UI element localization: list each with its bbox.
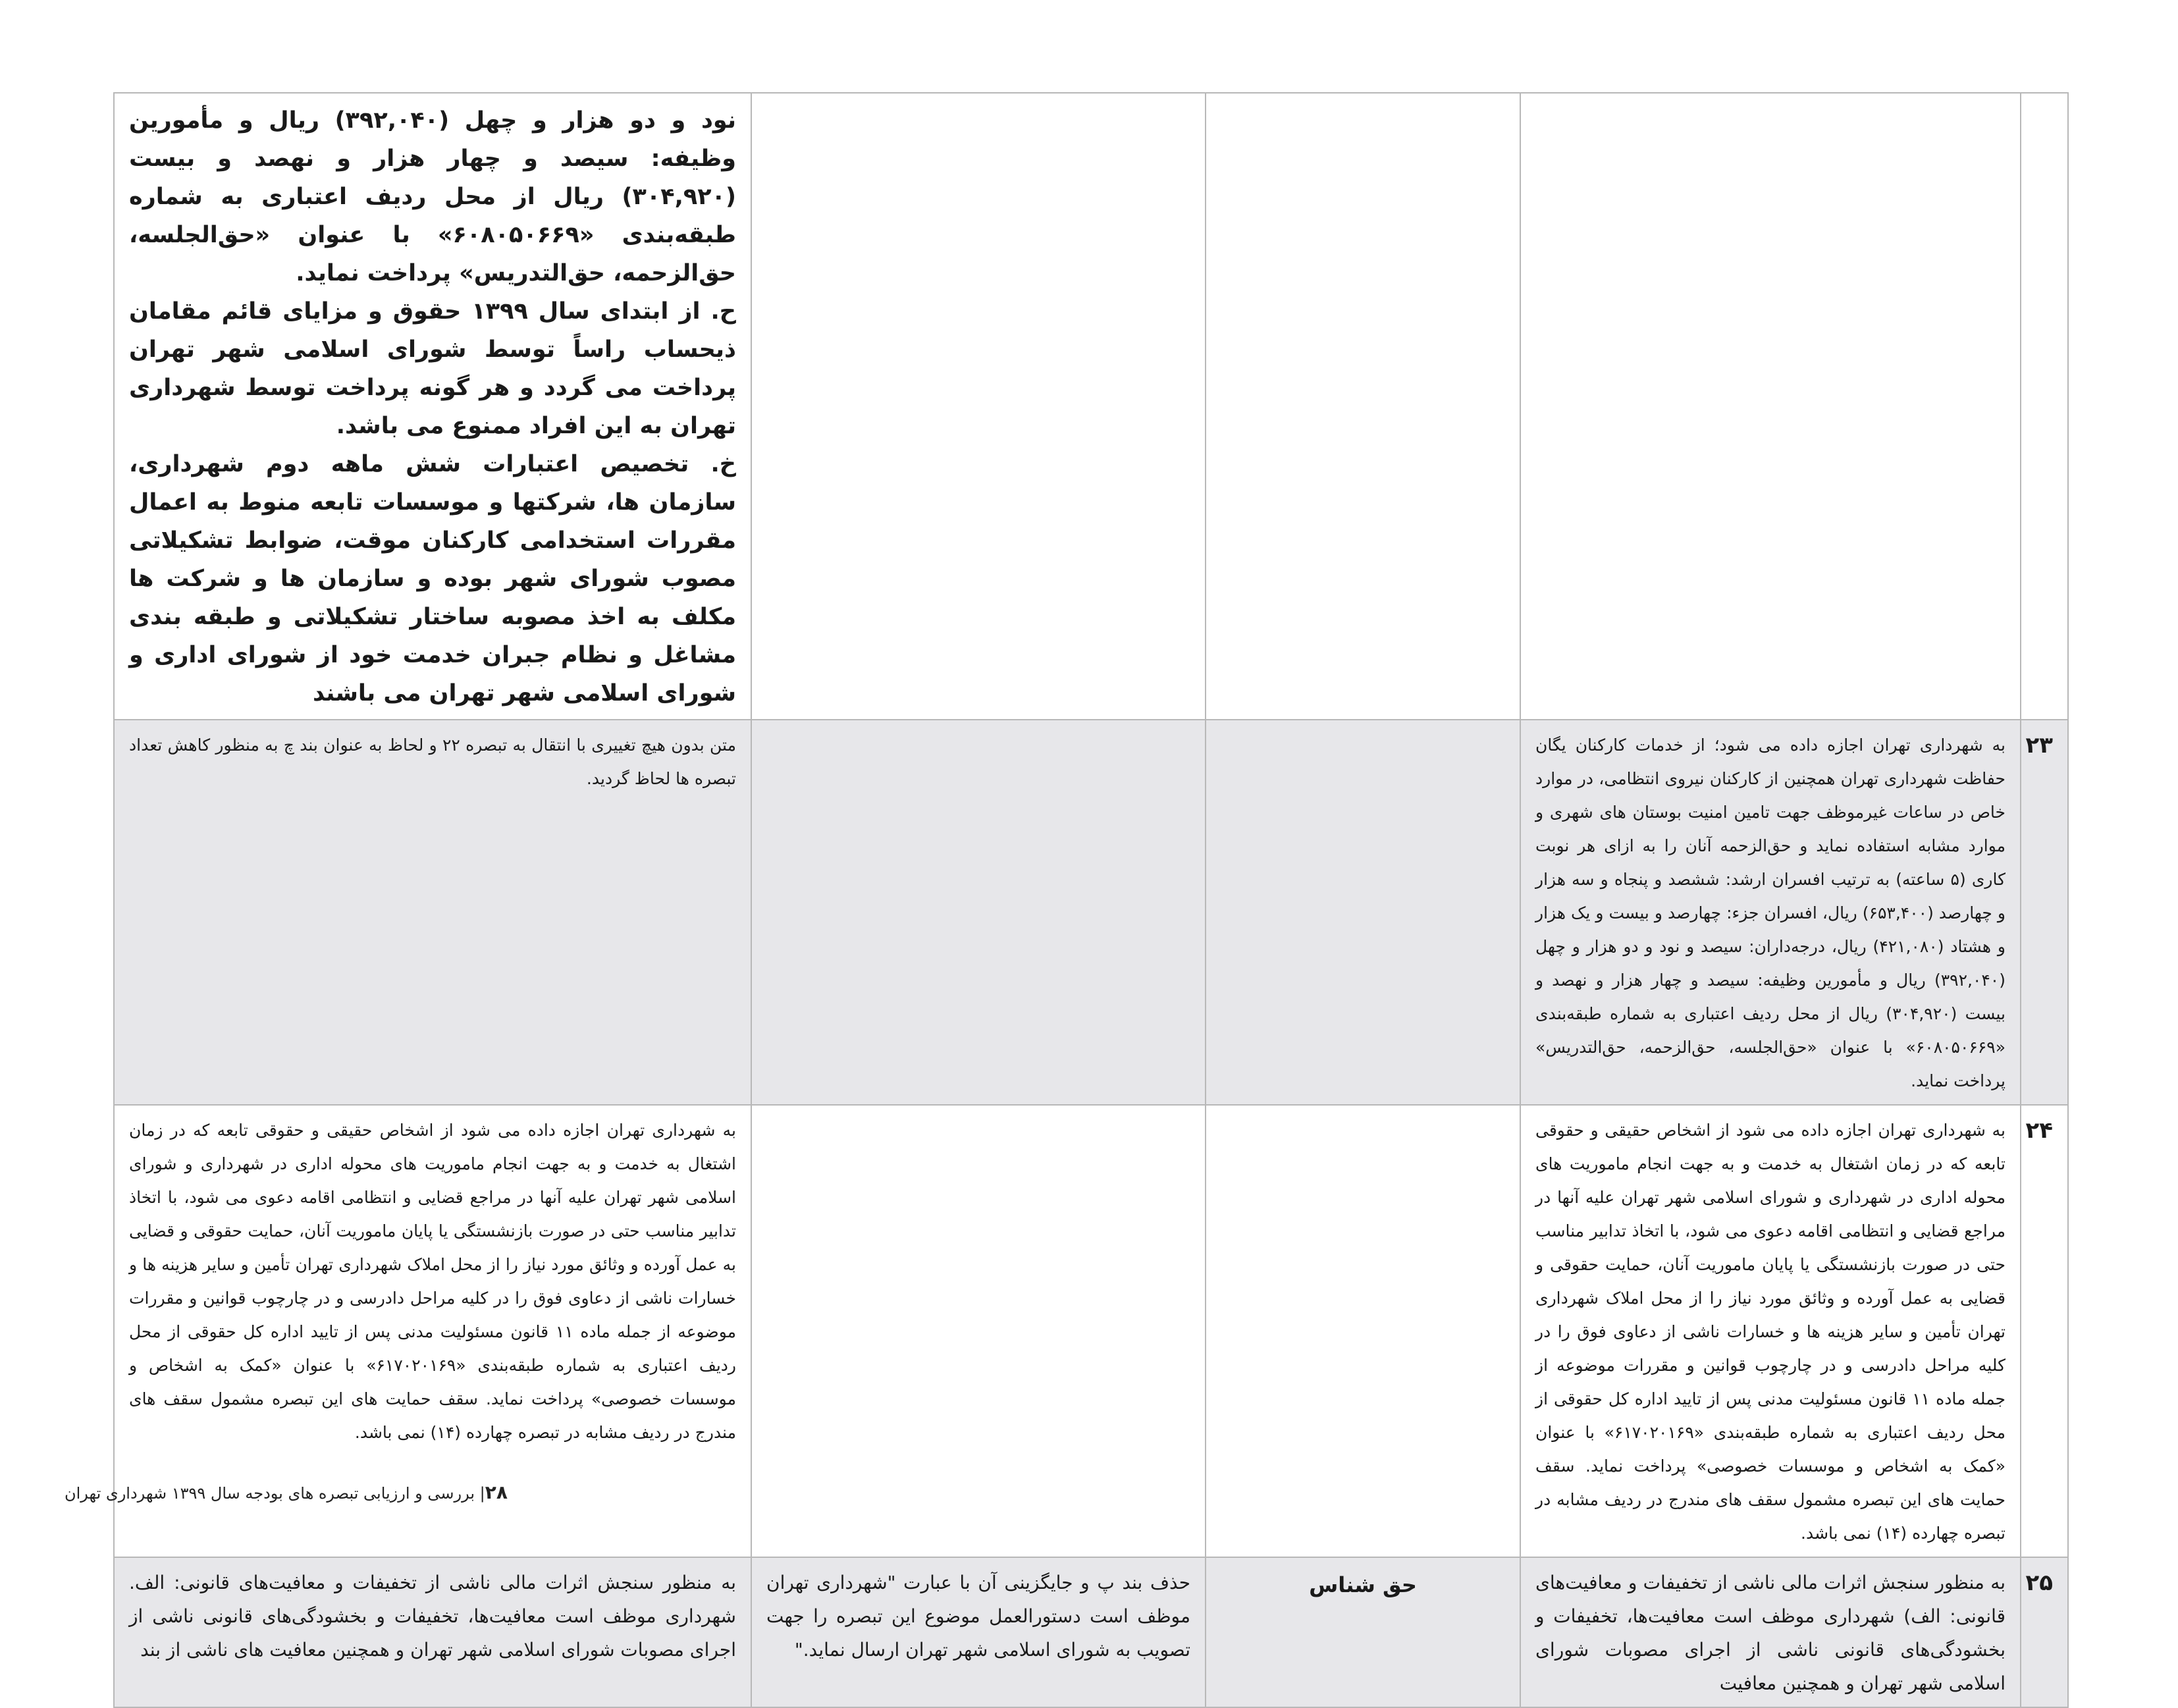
- remarks-cell: [114, 93, 751, 720]
- original-text-cell: به شهرداری تهران اجازه داده می شود از اشخاص حقیقی و حقوقی تابعه که در زمان اشتغال به خدمت و به جهت انجام ماموریت های محوله اداری در شهرداری و شورای اسلامی شهر تهران علیه آنها در مراجع قضایی و انتظامی اقامه دعوی می شود، با اتخاذ تدابیر مناسب حتی در صورت بازنشستگی یا پایان ماموریت آنان، حمایت حقوقی و قضایی به عمل آورده و وثائق مورد نیاز را از محل املاک شهرداری تهران تأمین و سایر هزینه ها و خسارات ناشی از دعاوی فوق را در کلیه مراحل دادرسی و در چارچوب قوانین و مقررات موضوعه از جمله ماده ۱۱ قانون مسئولیت مدنی پس از تایید اداره کل حقوقی از محل ردیف اعتباری به شماره طبقه‌بندی «۶۱۷۰۲۰۱۶۹» با عنوان «کمک به اشخاص و موسسات خصوصی» پرداخت نماید. سقف حمایت های این تبصره مشمول سقف های مندرج در ردیف مشابه در تبصره چهارده (۱۴) نمی باشد.: [1520, 1105, 2021, 1557]
- committee-cell: [1206, 720, 1520, 1105]
- row-number-cell: ۲۳: [2021, 720, 2068, 1105]
- footer-separator: |: [479, 1484, 485, 1503]
- table-row: [114, 93, 2068, 720]
- remarks-cell: متن بدون هیچ تغییری با انتقال به تبصره ۲۲ و لحاظ به عنوان بند چ به منظور کاهش تعداد تبصره ها لحاظ گردید.: [114, 720, 751, 1105]
- remarks-paragraph: خ. تخصیص اعتبارات شش ماهه دوم شهرداری، سازمان ها، شرکتها و موسسات تابعه منوط به اعمال مقررات استخدامی کارکنان موقت، ضوابط تشکیلاتی مصوب شورای شهر بوده و سازمان ها و شرکت ها مکلف به اخذ مصوبه ساختار تشکیلاتی و طبقه بندی مشاغل و نظام جبران خدمت خود از شورای اداری و شورای اسلامی شهر تهران می باشند: [129, 451, 736, 707]
- remarks-paragraph: نود و دو هزار و چهل (۳۹۲,۰۴۰) ریال و مأمورین وظیفه: سیصد و چهار هزار و نهصد و بیست (۳۰۴,۹۲۰) ریال از محل ردیف اعتباری به شماره طبقه‌بندی «۶۰۸۰۵۰۶۶۹» با عنوان «حق‌الجلسه، حق‌الزحمه، حق‌التدریس» پرداخت نماید.: [129, 107, 736, 286]
- table-row: [114, 1557, 2068, 1707]
- final-text-cell: [751, 720, 1206, 1105]
- footer-title: بررسی و ارزیابی تبصره های بودجه سال ۱۳۹۹ شهرداری تهران: [65, 1484, 475, 1503]
- remarks-cell: به منظور سنجش اثرات مالی ناشی از تخفیفات و معافیت‌های قانونی: الف. شهرداری موظف است معافیت‌ها، تخفیفات و بخشودگی‌های قانونی ناشی از اجرای مصوبات شورای اسلامی شهر تهران و همچنین معافیت های ناشی از بند: [114, 1557, 751, 1707]
- final-text-cell: [751, 93, 1206, 720]
- original-text-cell: به شهرداری تهران اجازه داده می شود؛ از خدمات کارکنان یگان حفاظت شهرداری تهران همچنین از کارکنان نیروی انتظامی، در موارد خاص در ساعات غیرموظف جهت تامین امنیت بوستان های شهری و موارد مشابه استفاده نماید و حق‌الزحمه آنان را به ازای هر نوبت کاری (۵ ساعته) به ترتیب افسران ارشد: ششصد و پنجاه و سه هزار و چهارصد (۶۵۳,۴۰۰) ریال، افسران جزء: چهارصد و بیست و یک هزار و هشتاد (۴۲۱,۰۸۰) ریال، درجه‌داران: سیصد و نود و دو هزار و چهل (۳۹۲,۰۴۰) ریال و مأمورین وظیفه: سیصد و چهار هزار و نهصد و بیست (۳۰۴,۹۲۰) ریال از محل ردیف اعتباری به شماره طبقه‌بندی «۶۰۸۰۵۰۶۶۹» با عنوان «حق‌الجلسه، حق‌الزحمه، حق‌التدریس» پرداخت نماید.: [1520, 720, 2021, 1105]
- original-text-cell: [1520, 93, 2021, 720]
- page-number: ۲۸: [485, 1481, 508, 1503]
- table-row: [114, 720, 2068, 1105]
- row-number-cell: ۲۵: [2021, 1557, 2068, 1707]
- remarks-paragraph: ح. از ابتدای سال ۱۳۹۹ حقوق و مزایای قائم مقامان ذیحساب راساً توسط شورای اسلامی شهر تهران پرداخت می گردد و هر گونه پرداخت توسط شهرداری تهران به این افراد ممنوع می باشد.: [129, 298, 737, 439]
- original-text-cell: به منظور سنجش اثرات مالی ناشی از تخفیفات و معافیت‌های قانونی: الف) شهرداری موظف است معافیت‌ها، تخفیفات و بخشودگی‌های قانونی ناشی از اجرای مصوبات شورای اسلامی شهر تهران و همچنین معافیت: [1520, 1557, 2021, 1707]
- final-text-cell: حذف بند پ و جایگزینی آن با عبارت "شهرداری تهران موظف است دستورالعمل موضوع این تبصره را جهت تصویب به شورای اسلامی شهر تهران ارسال نماید.": [751, 1557, 1206, 1707]
- remarks-cell: به شهرداری تهران اجازه داده می شود از اشخاص حقیقی و حقوقی تابعه که در زمان اشتغال به خدمت و به جهت انجام ماموریت های محوله اداری در شهرداری و شورای اسلامی شهر تهران علیه آنها در مراجع قضایی و انتظامی اقامه دعوی می شود، با اتخاذ تدابیر مناسب حتی در صورت بازنشستگی یا پایان ماموریت آنان، حمایت حقوقی و قضایی به عمل آورده و وثائق مورد نیاز را از محل املاک شهرداری تهران تأمین و سایر هزینه ها و خسارات ناشی از دعاوی فوق را در کلیه مراحل دادرسی و در چارچوب قوانین و مقررات موضوعه از جمله ماده ۱۱ قانون مسئولیت مدنی پس از تایید اداره کل حقوقی از محل ردیف اعتباری به شماره طبقه‌بندی «۶۱۷۰۲۰۱۶۹» با عنوان «کمک به اشخاص و موسسات خصوصی» پرداخت نماید. سقف حمایت های این تبصره مشمول سقف های مندرج در ردیف مشابه در تبصره چهارده (۱۴) نمی باشد.: [114, 1105, 751, 1557]
- committee-cell: حق شناس: [1206, 1557, 1520, 1707]
- committee-cell: [1206, 1105, 1520, 1557]
- page-footer: [65, 1481, 508, 1503]
- committee-cell: [1206, 93, 1520, 720]
- final-text-cell: [751, 1105, 1206, 1557]
- row-number-cell: [2021, 93, 2068, 720]
- row-number-cell: ۲۴: [2021, 1105, 2068, 1557]
- budget-notes-table: [113, 92, 2069, 1708]
